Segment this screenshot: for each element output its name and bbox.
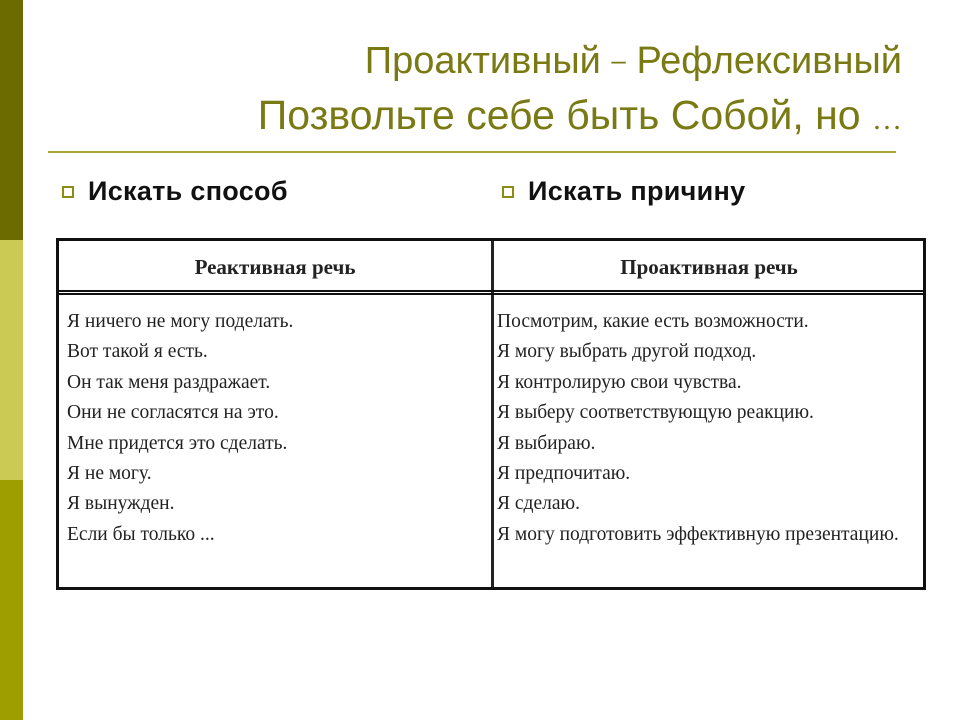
- title-reflexive: Рефлексивный: [636, 40, 902, 82]
- bullet-item-left: [62, 176, 288, 207]
- column-header-reactive: Реактивная речь: [194, 255, 356, 279]
- slide-title-line1: [365, 40, 902, 83]
- title-subtitle: Позвольте себе быть Собой, но: [257, 92, 861, 138]
- list-item: Я не могу.: [67, 463, 152, 485]
- bullet-text-right: Искать причину: [528, 176, 746, 206]
- list-item: Я сделаю.: [497, 493, 580, 515]
- list-item: Он так меня раздражает.: [67, 371, 271, 393]
- list-item: Я могу выбрать другой подход.: [497, 341, 757, 363]
- list-item: Вот такой я есть.: [67, 341, 208, 363]
- proactive-phrases-list: [497, 307, 925, 550]
- bullet-item-right: [502, 176, 745, 207]
- reactive-phrases-list: [67, 307, 487, 550]
- slide-title-line2: [258, 92, 902, 139]
- list-item: Я вынужден.: [67, 493, 175, 515]
- list-item: Я контролирую свои чувства.: [497, 371, 742, 393]
- bullet-text-left: Искать способ: [88, 176, 288, 206]
- side-bar-bottom: [0, 480, 23, 720]
- list-item: Я выбираю.: [497, 432, 596, 454]
- title-dash: –: [611, 45, 626, 75]
- list-item: Я ничего не могу поделать.: [67, 311, 294, 332]
- list-item: Они не согласятся на это.: [67, 402, 279, 424]
- list-item: Если бы только ...: [67, 523, 215, 545]
- title-proactive: Проактивный: [364, 40, 601, 82]
- column-header-proactive: Проактивная речь: [620, 255, 798, 279]
- list-item: Посмотрим, какие есть возможности.: [497, 311, 809, 332]
- square-bullet-icon: [502, 186, 514, 198]
- list-item: Я могу подготовить эффективную презентацию.: [497, 523, 899, 545]
- list-item: Я выберу соответствующую реакцию.: [497, 402, 814, 424]
- header-divider: [59, 290, 923, 295]
- speech-comparison-table: [56, 238, 926, 590]
- square-bullet-icon: [62, 186, 74, 198]
- side-bar-middle: [0, 240, 23, 480]
- list-item: Мне придется это сделать.: [67, 432, 288, 454]
- title-ellipsis: …: [872, 103, 902, 136]
- side-bar-top: [0, 0, 23, 240]
- list-item: Я предпочитаю.: [497, 463, 631, 485]
- title-divider: [48, 151, 896, 153]
